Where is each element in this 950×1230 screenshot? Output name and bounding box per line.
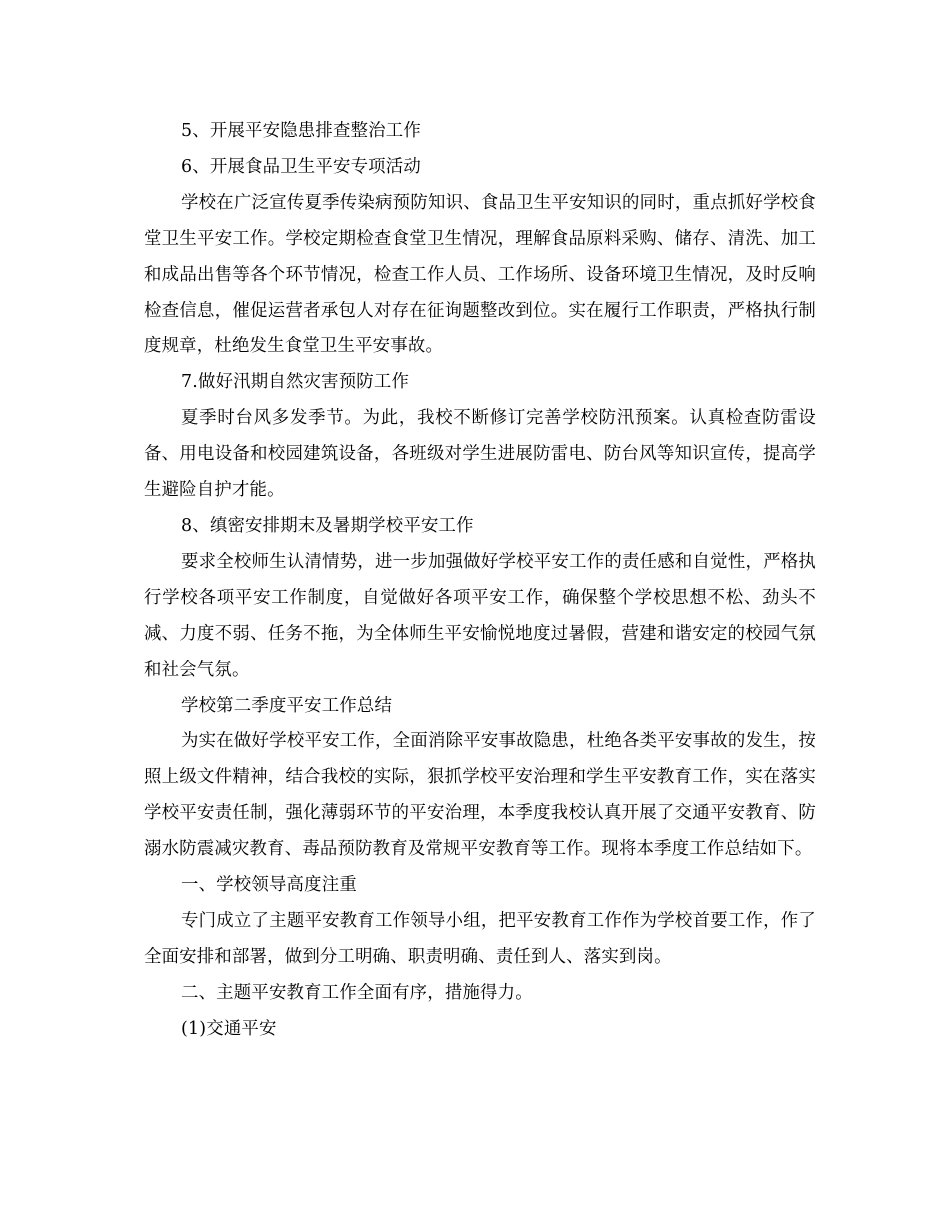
paragraph-section-title: 学校第二季度平安工作总结 [181, 695, 393, 716]
paragraph-food-hygiene: 学校在广泛宣传夏季传染病预防知识、食品卫生平安知识的同时，重点抓好学校食堂卫生平安工作。学校定期检查食堂卫生情况，理解食品原料采购、储存、清洗、加工和成品出售等各个环节情况，检查工作人员、工作场所、设备环境卫生情况，及时反响检查信息，催促运营者承包人对存在征询题整改到位。实在履行工作职责，严格执行制度规章，杜绝发生食堂卫生平安事故。 [144, 192, 816, 357]
paragraph-flood-season: 夏季时台风多发季节。为此，我校不断修订完善学校防汛预案。认真检查防雷设备、用电设备和校园建筑设备，各班级对学生进展防雷电、防台风等知识宣传，提高学生避险自护才能。 [144, 408, 816, 501]
paragraph-leadership: 专门成立了主题平安教育工作领导小组，把平安教育工作作为学校首要工作，作了全面安排和部署，做到分工明确、职责明确、责任到人、落实到岗。 [144, 910, 816, 967]
paragraph-heading-6: 6、开展食品卫生平安专项活动 [181, 156, 421, 177]
paragraph-heading-5: 5、开展平安隐患排查整治工作 [181, 121, 421, 141]
paragraph-heading-8: 8、缜密安排期末及暑期学校平安工作 [181, 515, 474, 536]
paragraph-heading-two: 二、主题平安教育工作全面有序，措施得力。 [181, 982, 533, 1003]
paragraph-summary-intro: 为实在做好学校平安工作，全面消除平安事故隐患，杜绝各类平安事故的发生，按照上级文件精神，结合我校的实际，狠抓学校平安治理和学生平安教育工作，实在落实学校平安责任制，强化薄弱环节的平安治理，本季度我校认真开展了交通平安教育、防溺水防震减灾教育、毒品预防教育及常规平安教育等工作。现将本季度工作总结如下。 [144, 731, 816, 860]
paragraph-heading-7: 7.做好汛期自然灾害预防工作 [181, 372, 410, 393]
paragraph-summer-safety: 要求全校师生认清情势，进一步加强做好学校平安工作的责任感和自觉性，严格执行学校各项平安工作制度，自觉做好各项平安工作，确保整个学校思想不松、劲头不减、力度不弱、任务不拖，为全体师生平安愉悦地度过暑假，营建和谐安定的校园气氛和社会气氛。 [144, 551, 816, 680]
paragraph-traffic-safety: (1)交通平安 [181, 1018, 277, 1039]
document-body [144, 114, 816, 1048]
paragraph-heading-one: 一、学校领导高度注重 [181, 875, 357, 896]
